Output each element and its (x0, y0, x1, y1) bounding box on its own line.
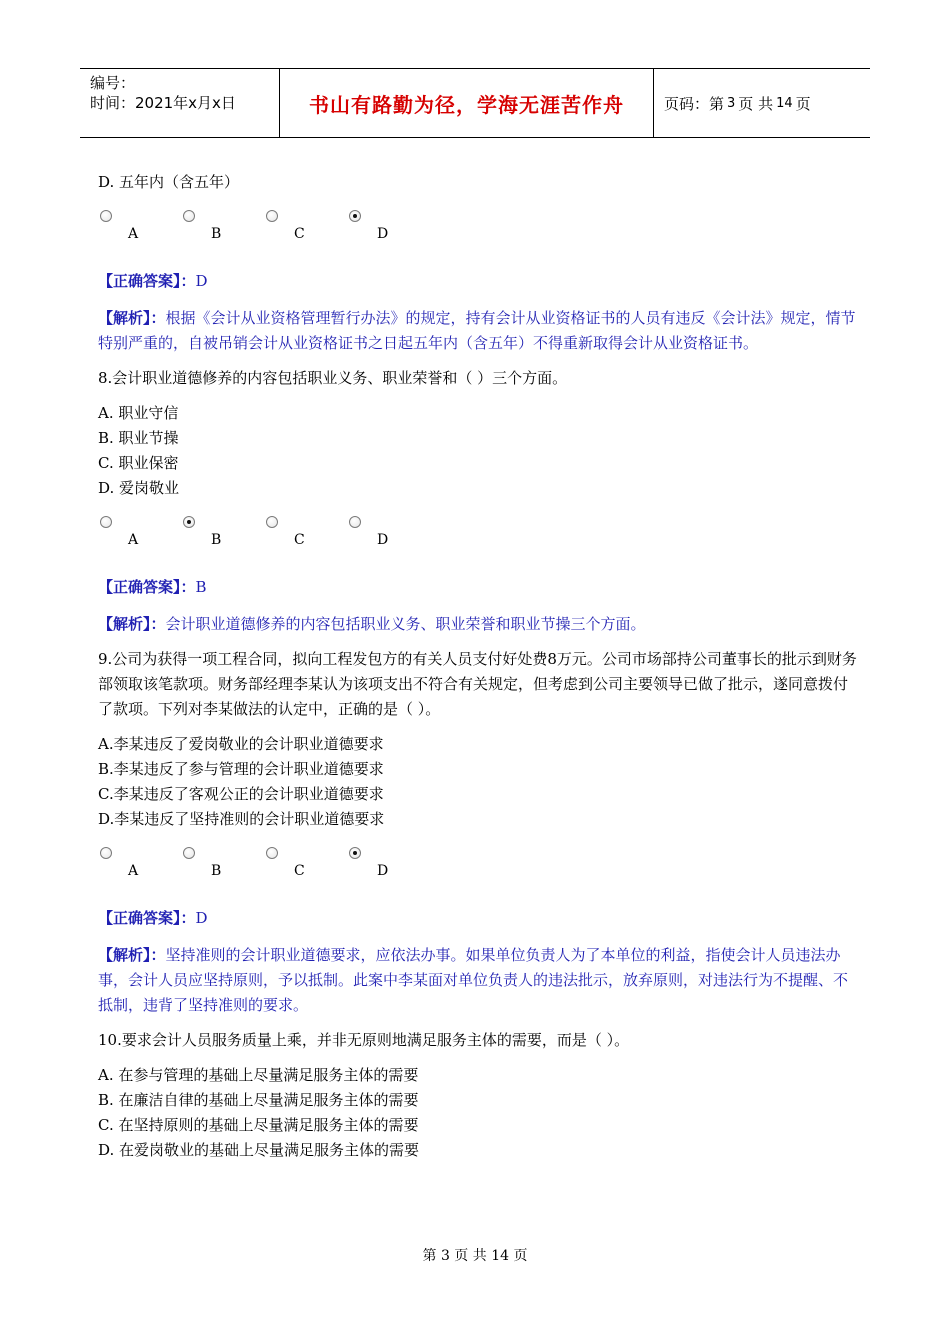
radio-label: D (377, 226, 389, 242)
question-stem: 9.公司为获得一项工程合同，拟向工程发包方的有关人员支付好处费8万元。公司市场部持公司董事长的批示到财务部领取该笔款项。财务部经理李某认为该项支出不符合有关规定，但考虑到公司主要领导已做了批示，遂同意拨付了款项。下列对李某做法的认定中，正确的是（ ）。 (98, 650, 857, 718)
radio-option[interactable] (347, 515, 430, 555)
radio-circle[interactable] (183, 847, 195, 859)
question-stem: 10.要求会计人员服务质量上乘，并非无原则地满足服务主体的需要，而是（ ）。 (98, 1031, 630, 1049)
radio-label: B (211, 226, 222, 242)
analysis-label: 【解析】： (98, 615, 166, 633)
radio-circle[interactable] (349, 516, 361, 528)
answer-value: D (195, 272, 208, 290)
radio-label: C (294, 863, 305, 879)
page-footer: 第 3 页 共 14 页 (422, 1248, 528, 1264)
radio-option[interactable] (181, 515, 264, 555)
radio-option[interactable] (347, 846, 430, 886)
option-a: A. 在参与管理的基础上尽量满足服务主体的需要 (98, 1066, 419, 1084)
radio-option[interactable] (264, 515, 347, 555)
option-c: C. 在坚持原则的基础上尽量满足服务主体的需要 (98, 1116, 419, 1134)
header-time-label: 时间：2021年x月x日 (90, 94, 236, 112)
option-d: D. 在爱岗敬业的基础上尽量满足服务主体的需要 (98, 1141, 420, 1159)
radio-circle[interactable] (100, 847, 112, 859)
option-d: D.李某违反了坚持准则的会计职业道德要求 (98, 810, 385, 828)
analysis-text: 会计职业道德修养的内容包括职业义务、职业荣誉和职业节操三个方面。 (165, 615, 646, 633)
radio-label: B (211, 532, 222, 548)
option-d: D. 爱岗敬业 (98, 479, 180, 497)
correct-answer (98, 269, 858, 294)
analysis (98, 306, 858, 356)
option-c: C. 职业保密 (98, 454, 179, 472)
header-motto: 书山有路勤为径，学海无涯苦作舟 (280, 69, 654, 137)
option-c: C.李某违反了客观公正的会计职业道德要求 (98, 785, 384, 803)
option-a: A. 职业守信 (98, 404, 179, 422)
radio-option[interactable] (98, 846, 181, 886)
option-a: A.李某违反了爱岗敬业的会计职业道德要求 (98, 735, 384, 753)
radio-label: A (128, 226, 139, 242)
question-options (98, 1063, 858, 1163)
answer-label: 【正确答案】： (98, 909, 196, 927)
answer-value: B (195, 578, 207, 596)
radio-circle[interactable] (349, 210, 361, 222)
radio-label: A (128, 532, 139, 548)
header-page-prefix: 页码：第 (664, 94, 725, 113)
radio-option[interactable] (181, 846, 264, 886)
answer-label: 【正确答案】： (98, 578, 196, 596)
radio-circle[interactable] (183, 210, 195, 222)
header-number-label: 编号： (90, 74, 136, 92)
radio-option[interactable] (98, 209, 181, 249)
radio-option[interactable] (181, 209, 264, 249)
analysis-label: 【解析】： (98, 309, 166, 327)
answer-radios (98, 846, 858, 886)
header-page-info (654, 69, 870, 137)
analysis (98, 943, 858, 1018)
answer-radios (98, 515, 858, 555)
answer-label: 【正确答案】： (98, 272, 196, 290)
option-b: B. 在廉洁自律的基础上尽量满足服务主体的需要 (98, 1091, 419, 1109)
radio-circle[interactable] (349, 847, 361, 859)
analysis-text: 坚持准则的会计职业道德要求，应依法办事。如果单位负责人为了本单位的利益，指使会计人员违法办事，会计人员应坚持原则，予以抵制。此案中李某面对单位负责人的违法批示，放弃原则，对违法行为不提醒、不抵制，违背了坚持准则的要求。 (98, 946, 849, 1014)
prev-option-d: D. 五年内（含五年） (98, 173, 240, 191)
correct-answer (98, 906, 858, 931)
radio-circle[interactable] (100, 210, 112, 222)
radio-option[interactable] (264, 846, 347, 886)
analysis (98, 612, 858, 637)
radio-circle[interactable] (100, 516, 112, 528)
header-page-current: 3 (727, 95, 736, 111)
radio-label: B (211, 863, 222, 879)
question-options (98, 732, 858, 832)
radio-label: C (294, 226, 305, 242)
analysis-label: 【解析】： (98, 946, 166, 964)
radio-label: D (377, 532, 389, 548)
correct-answer (98, 575, 858, 600)
document-body (98, 170, 858, 1163)
radio-circle[interactable] (266, 210, 278, 222)
radio-option[interactable] (347, 209, 430, 249)
header-meta (80, 69, 280, 137)
radio-label: C (294, 532, 305, 548)
option-b: B. 职业节操 (98, 429, 179, 447)
analysis-text: 根据《会计从业资格管理暂行办法》的规定，持有会计从业资格证书的人员有违反《会计法》规定，情节特别严重的，自被吊销会计从业资格证书之日起五年内（含五年）不得重新取得会计从业资格证书。 (98, 309, 856, 352)
radio-option[interactable] (264, 209, 347, 249)
page-header (80, 68, 870, 138)
question-options (98, 401, 858, 501)
question-stem: 8.会计职业道德修养的内容包括职业义务、职业荣誉和（ ）三个方面。 (98, 369, 568, 387)
answer-value: D (195, 909, 208, 927)
prev-answer-radios (98, 209, 858, 249)
radio-circle[interactable] (183, 516, 195, 528)
radio-circle[interactable] (266, 516, 278, 528)
option-b: B.李某违反了参与管理的会计职业道德要求 (98, 760, 384, 778)
header-page-mid: 页 共 (738, 94, 774, 113)
header-page-suffix: 页 (795, 94, 811, 113)
radio-label: A (128, 863, 139, 879)
radio-option[interactable] (98, 515, 181, 555)
radio-label: D (377, 863, 389, 879)
radio-circle[interactable] (266, 847, 278, 859)
header-page-total: 14 (776, 95, 793, 111)
